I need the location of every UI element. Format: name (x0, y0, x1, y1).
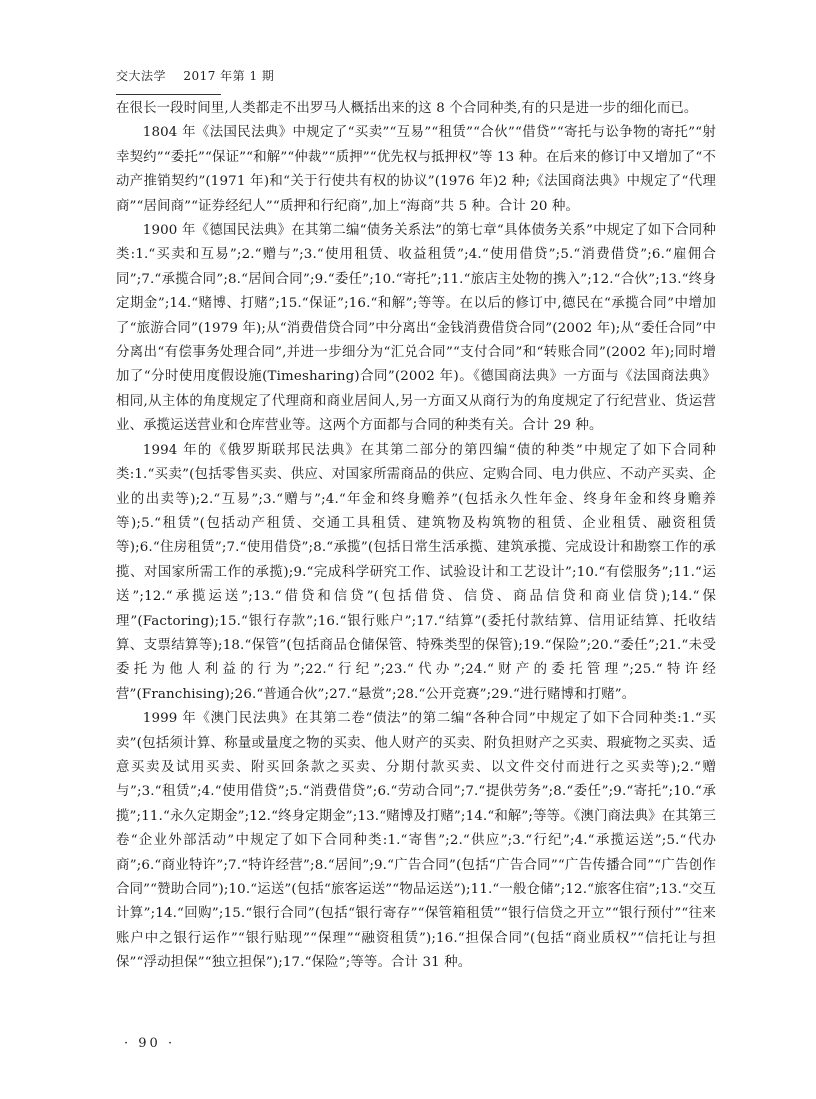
article-body (116, 97, 716, 976)
issue-label: 2017 年第 1 期 (183, 69, 275, 83)
paragraph: 1999 年《澳门民法典》在其第二卷“债法”的第二编“各种合同”中规定了如下合同种类:1.“买卖”(包括须计算、称量或量度之物的买卖、他人财产的买卖、附负担财产之买卖、瑕疵物之买卖、适意买卖及试用买卖、附买回条款之买卖、分期付款买卖、以文件交付而进行之买卖等);2.“赠与”;3.“租赁”;4.“使用借贷”;5.“消费借贷”;6.“劳动合同”;7.“提供劳务”;8.“委任”;9.“寄托”;10.“承揽”;11.“永久定期金”;12.“终身定期金”;13.“赌博及打赌”;14.“和解”;等等。《澳门商法典》在其第三卷“企业外部活动”中规定了如下合同种类:1.“寄售”;2.“供应”;3.“行纪”;4.“承揽运送”;5.“代办商”;6.“商业特许”;7.“特许经营”;8.“居间”;9.“广告合同”(包括“广告合同”“广告传播合同”“广告创作合同”“赞助合同”);10.“运送”(包括“旅客运送”“物品运送”);11.“一般仓储”;12.“旅客住宿”;13.“交互计算”;14.“回购”;15.“银行合同”(包括“银行寄存”“保管箱租赁”“银行信贷之开立”“银行预付”“往来账户中之银行运作”“银行贴现”“保理”“融资租赁”);16.“担保合同”(包括“商业质权”“信托让与担保”“浮动担保”“独立担保”);17.“保险”;等等。合计 31 种。 (116, 711, 716, 971)
paragraph: 1900 年《德国民法典》在其第二编“债务关系法”的第七章“具体债务关系”中规定了如下合同种类:1.“买卖和互易”;2.“赠与”;3.“使用租赁、收益租赁”;4.“使用借贷”;5.“消费借贷”;6.“雇佣合同”;7.“承揽合同”;8.“居间合同”;9.“委任”;10.“寄托”;11.“旅店主处物的携入”;12.“合伙”;13.“终身定期金”;14.“赌博、打赌”;15.“保证”;16.“和解”;等等。在以后的修订中,德民在“承揽合同”中增加了“旅游合同”(1979 年);从“消费借贷合同”中分离出“金钱消费借贷合同”(2002 年);从“委任合同”中分离出“有偿事务处理合同”,并进一步细分为“汇兑合同”“支付合同”和“转账合同”(2002 年);同时增加了“分时使用度假设施(Timesharing)合同”(2002 年)。《德国商法典》一方面与《法国商法典》相同,从主体的角度规定了代理商和商业居间人,另一方面又从商行为的角度规定了行纪营业、货运营业、承揽运送营业和仓库营业等。这两个方面都与合同的种类有关。合计 29 种。 (116, 223, 716, 434)
header-rule (116, 94, 221, 95)
journal-name: 交大法学 (116, 69, 167, 83)
page-number: · 90 · (124, 1036, 176, 1051)
paragraph: 1804 年《法国民法典》中规定了“买卖”“互易”“租赁”“合伙”“借贷”“寄托与讼争物的寄托”“射幸契约”“委托”“保证”“和解”“仲裁”“质押”“优先权与抵押权”等 13 种。在后来的修订中又增加了“不动产推销契约”(1971 年)和“关于行使共有权的协议”(1976 年)2 种;《法国商法典》中规定了“代理商”“居间商”“证券经纪人”“质押和行纪商”,加上“海商”共 5 种。合计 20 种。 (116, 125, 716, 214)
running-header (116, 67, 274, 84)
paragraph: 1994 年的《俄罗斯联邦民法典》在其第二部分的第四编“债的种类”中规定了如下合同种类:1.“买卖”(包括零售买卖、供应、对国家所需商品的供应、定购合同、电力供应、不动产买卖、企业的出卖等);2.“互易”;3.“赠与”;4.“年金和终身赡养”(包括永久性年金、终身年金和终身赡养等);5.“租赁”(包括动产租赁、交通工具租赁、建筑物及构筑物的租赁、企业租赁、融资租赁等);6.“住房租赁”;7.“使用借贷”;8.“承揽”(包括日常生活承揽、建筑承揽、完成设计和勘察工作的承揽、对国家所需工作的承揽);9.“完成科学研究工作、试验设计和工艺设计”;10.“有偿服务”;11.“运送”;12.“承揽运送”;13.“借贷和信贷”(包括借贷、信贷、商品信贷和商业信贷);14.“保理”(Factoring);15.“银行存款”;16.“银行账户”;17.“结算”(委托付款结算、信用证结算、托收结算、支票结算等);18.“保管”(包括商品仓储保管、特殊类型的保管);19.“保险”;20.“委任”;21.“未受委托为他人利益的行为”;22.“行纪”;23.“代办”;24.“财产的委托管理”;25.“特许经营”(Franchising);26.“普通合伙”;27.“悬赏”;28.“公开竞赛”;29.“进行赌博和打赌”。 (116, 442, 716, 702)
paragraph: 在很长一段时间里,人类都走不出罗马人概括出来的这 8 个合同种类,有的只是进一步的细化而已。 (116, 101, 698, 116)
